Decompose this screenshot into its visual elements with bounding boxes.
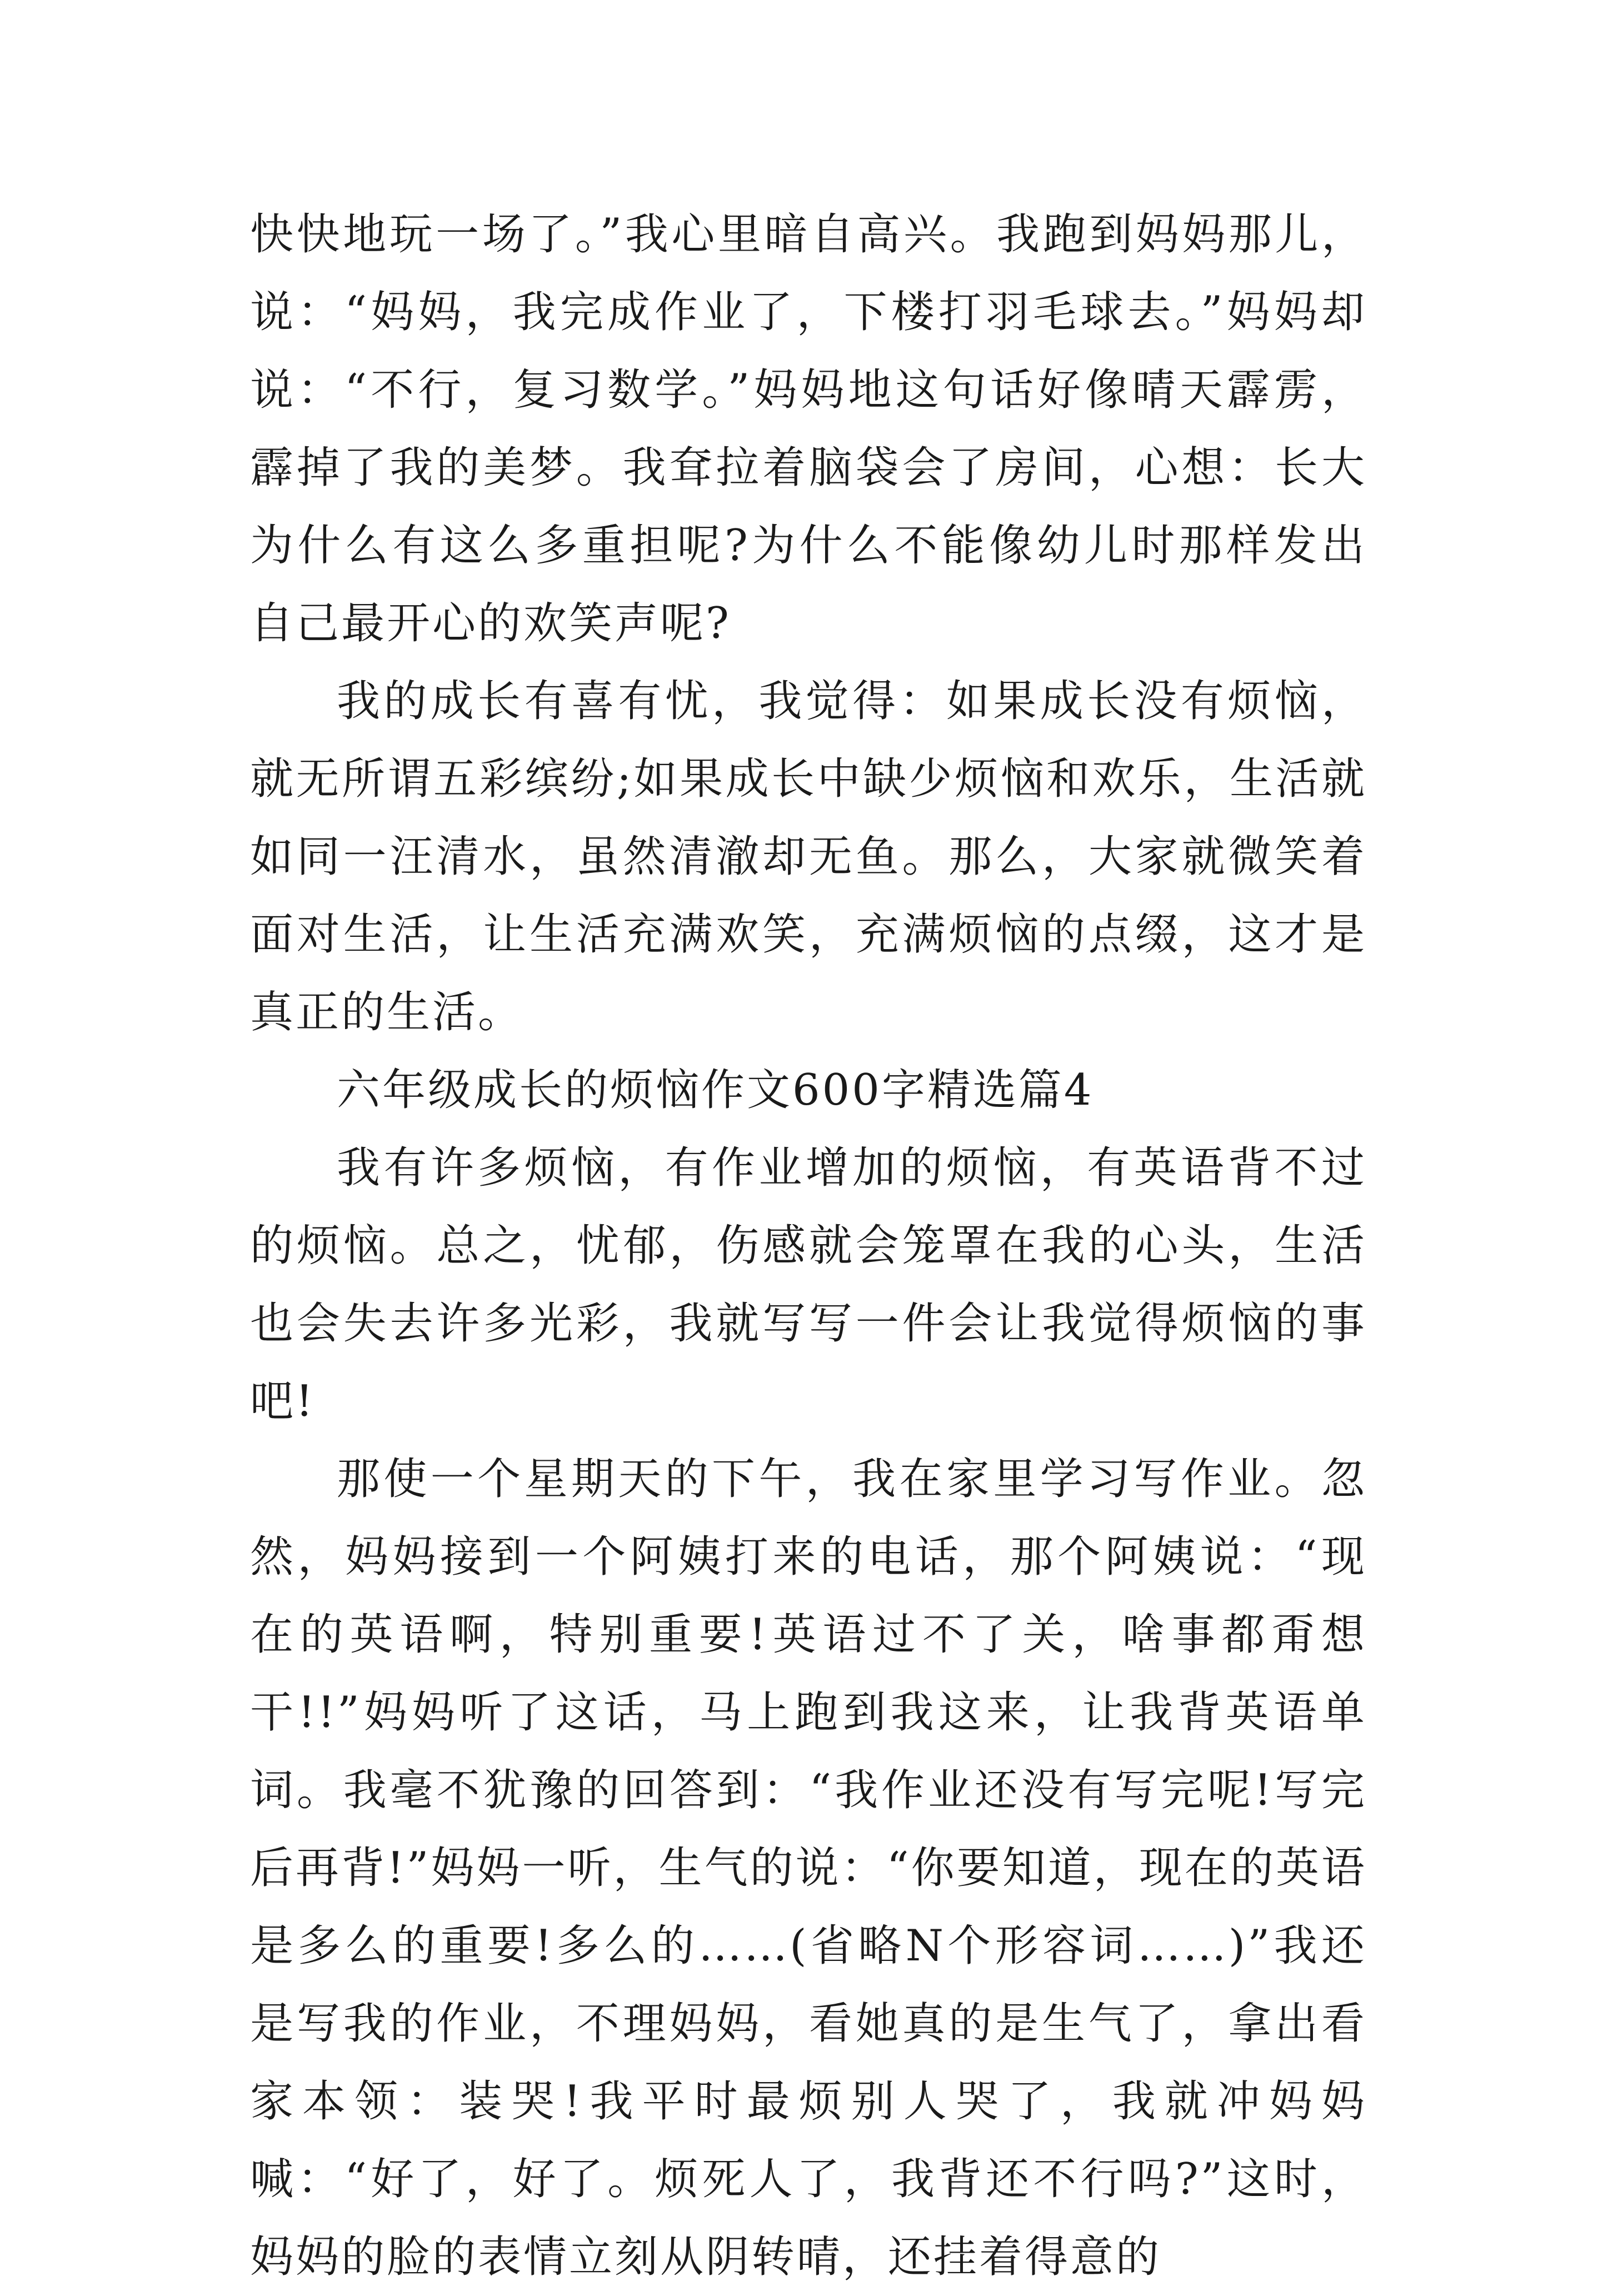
paragraph-story: 那使一个星期天的下午，我在家里学习写作业。忽然，妈妈接到一个阿姨打来的电话，那个阿姨说：“现在的英语啊，特别重要!英语过不了关，啥事都甭想干!!”妈妈听了这话，马上跑到我这来，让我背英语单词。我毫不犹豫的回答到：“我作业还没有写完呢!写完后再背!”妈妈一听，生气的说：“你要知道，现在的英语是多么的重要!多么的……(省略N个形容词……)”我还是写我的作业，不理妈妈，看她真的是生气了，拿出看家本领：装哭!我平时最烦别人哭了，我就冲妈妈喊：“好了，好了。烦死人了，我背还不行吗?”这时，妈妈的脸的表情立刻从阴转晴，还挂着得意的	[250, 1454, 1367, 2282]
paragraph-intro: 我有许多烦恼，有作业增加的烦恼，有英语背不过的烦恼。总之，忧郁，伤感就会笼罩在我的心头，生活也会失去许多光彩，我就写写一件会让我觉得烦恼的事吧!	[250, 1143, 1367, 1426]
document-body	[250, 196, 1367, 2296]
paragraph-reflection: 我的成长有喜有忧，我觉得：如果成长没有烦恼，就无所谓五彩缤纷;如果成长中缺少烦恼和欢乐，生活就如同一汪清水，虽然清澈却无鱼。那么，大家就微笑着面对生活，让生活充满欢笑，充满烦恼的点缀，这才是真正的生活。	[250, 676, 1367, 1037]
section-heading: 六年级成长的烦恼作文600字精选篇4	[337, 1065, 1094, 1115]
paragraph-continuation: 快快地玩一场了。”我心里暗自高兴。我跑到妈妈那儿，说：“妈妈，我完成作业了，下楼打羽毛球去。”妈妈却说：“不行，复习数学。”妈妈地这句话好像晴天霹雳，霹掉了我的美梦。我耷拉着脑袋会了房间，心想：长大为什么有这么多重担呢?为什么不能像幼儿时那样发出自己最开心的欢笑声呢?	[250, 209, 1367, 648]
